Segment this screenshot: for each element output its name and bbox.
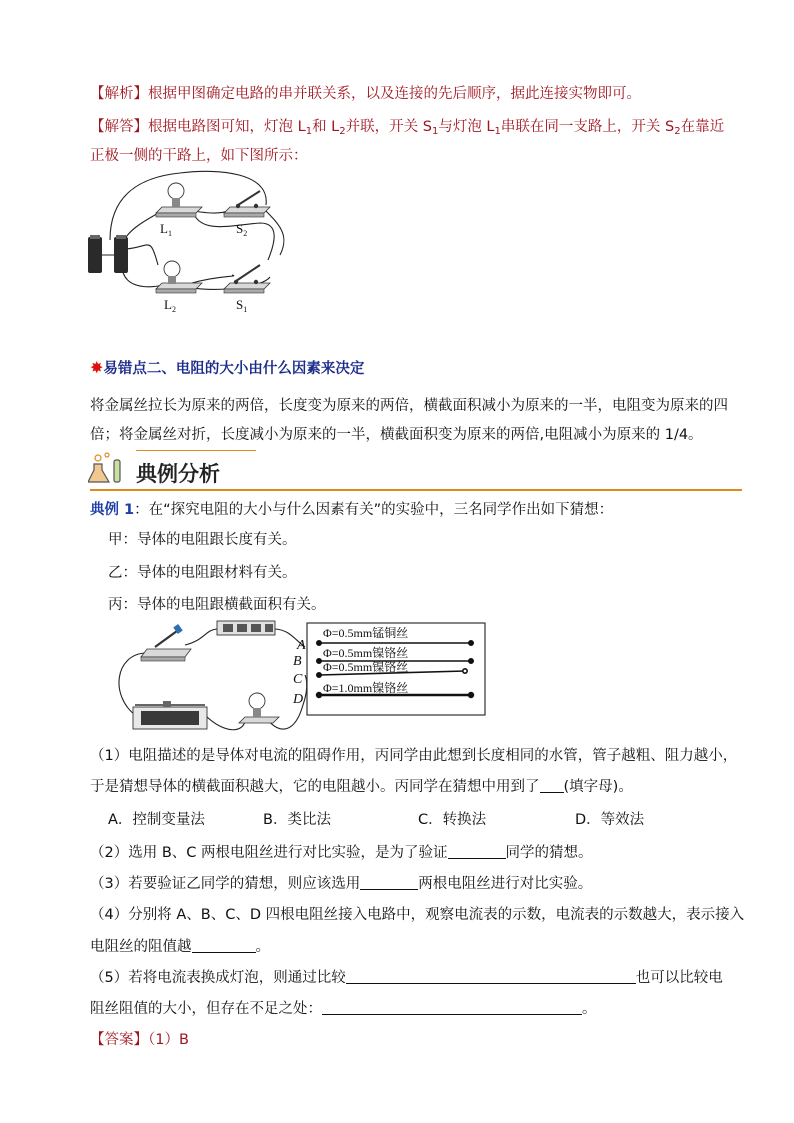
wire <box>185 629 217 645</box>
answer-blank[interactable] <box>192 937 256 953</box>
pitfall-line-1: 将金属丝拉长为原来的两倍，长度变为原来的两倍，横截面积减小为原来的一半，电阻变为原来的四 <box>90 398 728 414</box>
q3-line <box>90 874 592 894</box>
subscript: 1 <box>494 126 501 137</box>
example-label: 典例 1 <box>90 502 135 518</box>
q2-text: 同学的猜想。 <box>505 845 593 861</box>
q1-text: (填字母)。 <box>563 779 633 795</box>
q5-text: （5）若将电流表换成灯泡，则通过比较 <box>90 970 346 986</box>
wire-b-label: Φ=0.5mm镍铬丝 <box>323 646 409 660</box>
analysis-line <box>90 84 641 104</box>
flask-icon <box>88 452 130 488</box>
answer-text: （1）B <box>148 1032 189 1048</box>
label-l1: $L_1$ <box>160 221 172 238</box>
answer-blank[interactable] <box>322 999 582 1015</box>
q4-line-2 <box>90 937 270 957</box>
letter-d: D <box>293 692 304 707</box>
answer-blank[interactable] <box>448 843 506 859</box>
wire-a-label: Φ=0.5mm锰铜丝 <box>323 626 409 640</box>
ammeter-icon <box>217 621 275 635</box>
wire <box>192 210 274 260</box>
label-s1: $S_1$ <box>236 297 248 314</box>
switch-icon <box>141 624 191 661</box>
q5-text: 。 <box>582 1001 597 1017</box>
q1-text: 于是猜想导体的横截面积越大，它的电阻越小。丙同学在猜想中用到了 <box>90 779 540 795</box>
q5-line-1 <box>90 968 723 988</box>
bulb-l1-icon <box>156 183 202 217</box>
solution-text: 根据电路图可知，灯泡 L <box>148 119 306 135</box>
q4-text: 电阻丝的阻值越 <box>90 939 192 955</box>
analysis-tag: 【解析】 <box>90 86 148 102</box>
solution-text: 与灯泡 L <box>438 119 495 135</box>
solution-line-2: 正极一侧的干路上，如下图所示： <box>90 148 308 164</box>
q2-text: （2）选用 B、C 两根电阻丝进行对比实验，是为了验证 <box>90 845 448 861</box>
subscript: 2 <box>339 126 346 137</box>
wire-c-label: Φ=0.5mm镍铬丝 <box>323 660 409 674</box>
label-s2: $S_2$ <box>236 221 248 238</box>
bulb-icon <box>239 693 279 723</box>
switch-s2-icon <box>224 191 270 217</box>
pitfall-title: 易错点二、电阻的大小由什么因素来决定 <box>103 361 365 377</box>
q3-text: （3）若要验证乙同学的猜想，则应该选用 <box>90 876 361 892</box>
q5-text: 也可以比较电 <box>635 970 723 986</box>
answer-tag: 【答案】 <box>90 1032 148 1048</box>
circuit-diagram-2 <box>105 615 495 740</box>
subscript: 1 <box>305 126 313 137</box>
wire <box>119 653 145 715</box>
wire <box>192 275 234 283</box>
analysis-text: 根据甲图确定电路的串并联关系，以及连接的先后顺序，据此连接实物即可。 <box>148 86 641 102</box>
q2-line <box>90 843 593 863</box>
example-intro-line <box>90 500 613 520</box>
solution-tag: 【解答】 <box>90 119 148 135</box>
option-c: C．转换法 <box>418 812 487 828</box>
subscript: 1 <box>431 126 439 137</box>
star-icon: ✸ <box>90 358 104 377</box>
wire <box>205 715 245 730</box>
solution-line-1 <box>90 117 724 142</box>
wire-d-label: Φ=1.0mm镍铬丝 <box>323 681 409 695</box>
q5-line-2 <box>90 999 597 1019</box>
pitfall-heading <box>90 358 364 379</box>
letter-a: A <box>297 638 306 653</box>
option-d: D．等效法 <box>575 812 645 828</box>
battery-icon <box>88 235 128 273</box>
pitfall-line-2: 倍；将金属丝对折，长度减小为原来的一半，横截面积变为原来的两倍,电阻减小为原来的 1/4。 <box>90 427 703 443</box>
label-l2: $L_2$ <box>164 297 176 314</box>
answer-line <box>90 1030 189 1050</box>
wire <box>126 245 158 265</box>
answer-blank[interactable] <box>346 968 636 984</box>
solution-text: 串联在同一支路上，开关 S <box>500 119 675 135</box>
q1-line-1: （1）电阻描述的是导体对电流的阻碍作用，丙同学由此想到长度相同的水管，管子越粗、阻力越小， <box>90 748 738 764</box>
solution-text: 并联，开关 S <box>345 119 432 135</box>
letter-b: B <box>293 654 302 669</box>
section-rule <box>90 489 742 491</box>
q5-text: 阻丝阻值的大小，但存在不足之处： <box>90 1001 322 1017</box>
q4-line-1: （4）分别将 A、B、C、D 四根电阻丝接入电路中，观察电流表的示数，电流表的示数越大，表示接入 <box>90 907 745 923</box>
guess-1: 甲：导体的电阻跟长度有关。 <box>108 532 297 548</box>
q4-text: 。 <box>255 939 270 955</box>
q1-line-2 <box>90 777 633 797</box>
section-title: 典例分析 <box>136 462 220 486</box>
switch-s1-icon <box>224 265 270 293</box>
bulb-l2-icon <box>156 261 202 293</box>
circuit-diagram-1 <box>80 165 310 315</box>
guess-2: 乙：导体的电阻跟材料有关。 <box>108 565 297 581</box>
guess-3: 丙：导体的电阻跟横截面积有关。 <box>108 597 326 613</box>
divider <box>136 450 256 451</box>
q3-text: 两根电阻丝进行对比实验。 <box>418 876 593 892</box>
answer-blank[interactable] <box>360 874 418 890</box>
option-a: A．控制变量法 <box>108 812 205 828</box>
solution-text: 和 L <box>312 119 340 135</box>
answer-blank[interactable] <box>540 777 564 793</box>
example-intro: ：在“探究电阻的大小与什么因素有关”的实验中，三名同学作出如下猜想： <box>134 502 614 518</box>
rheostat-icon <box>133 701 207 729</box>
letter-c: C <box>293 672 303 687</box>
solution-text: 在靠近 <box>680 119 725 135</box>
subscript: 2 <box>674 126 681 137</box>
option-b: B．类比法 <box>263 812 331 828</box>
